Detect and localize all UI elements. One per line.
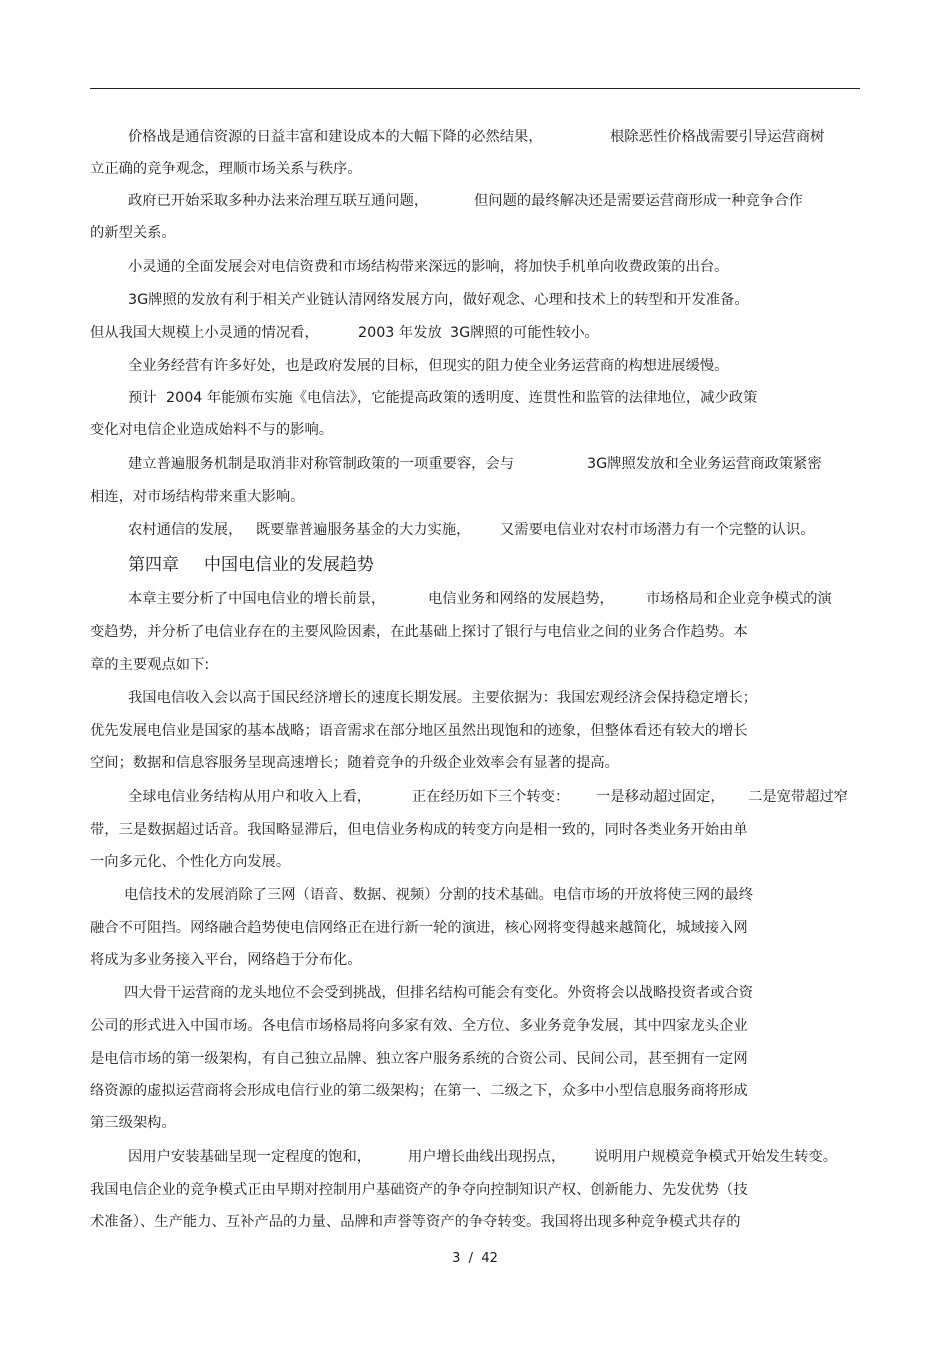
paragraph-line-text: 2003 年发放	[358, 325, 442, 341]
paragraph-line-text: 预计	[128, 390, 157, 406]
paragraph-line-text: 络资源的虚拟运营商将会形成电信行业的第二级架构；在第一、二级之下，众多中小型信息服务商将形成	[90, 1083, 748, 1099]
paragraph-line-text: 政府已开始采取多种办法来治理互联互通问题，	[128, 193, 429, 209]
paragraph-line-text: 根除恶性价格战需要引导运营商树	[610, 129, 825, 145]
page-separator: /	[468, 1251, 474, 1266]
paragraph-line-text: 带，三是数据超过话音。我国略显滞后，但电信业务构成的转变方向是相一致的，同时各类业务开始由单	[90, 822, 748, 838]
paragraph-line-text: 公司的形式进入中国市场。各电信市场格局将向多家有效、全方位、多业务竞争发展，其中四家龙头企业	[90, 1018, 748, 1034]
paragraph-line-text: 用户增长曲线出现拐点，	[408, 1149, 566, 1165]
paragraph-line-text: 优先发展电信业是国家的基本战略；语音需求在部分地区虽然出现饱和的迹象，但整体看还有较大的增长	[90, 723, 748, 739]
paragraph-line-text: 术准备）、生产能力、互补产品的力量、品牌和声誉等资产的争夺转变。我国将出现多种竞争模式共存的	[90, 1214, 741, 1230]
paragraph-line-text: 又需要电信业对农村市场潜力有一个完整的认识。	[500, 522, 815, 538]
paragraph-line-text: 但问题的最终解决还是需要运营商形成一种竞争合作	[474, 193, 803, 209]
paragraph-line-text: 小灵通的全面发展会对电信资费和市场结构带来深远的影响，将加快手机单向收费政策的出台。	[128, 259, 729, 275]
paragraph-line-text: 市场格局和企业竞争模式的演	[646, 591, 832, 607]
paragraph-line-text: 3G牌照的发放有利于相关产业链认清网络发展方向，做好观念、心理和技术上的转型和开发准备。	[128, 292, 749, 308]
paragraph-line-text: 变趋势，并分析了电信业存在的主要风险因素，在此基础上探讨了银行与电信业之间的业务合作趋势。本	[90, 624, 748, 640]
paragraph-line-text: 但从我国大规模上小灵通的情况看，	[90, 325, 319, 341]
paragraph-line-text: 电信技术的发展消除了三网（语音、数据、视频）分割的技术基础。电信市场的开放将使三网的最终	[124, 887, 754, 903]
paragraph-line-text: 第三级架构。	[90, 1115, 176, 1131]
paragraph-line-text: 2004 年能颁布实施《电信法》，它能提高政策的透明度、连贯性和监管的法律地位，减少政策	[166, 390, 758, 406]
paragraph-line-text: 我国电信收入会以高于国民经济增长的速度长期发展。主要依据为：我国宏观经济会保持稳定增长；	[128, 690, 758, 706]
paragraph-line-text: 农村通信的发展，	[128, 522, 243, 538]
paragraph-line-text: 全球电信业务结构从用户和收入上看，	[128, 789, 372, 805]
paragraph-line-text: 是电信市场的第一级架构，有自己独立品牌、独立客户服务系统的合资公司、民间公司，甚至拥有一定网	[90, 1051, 748, 1067]
page-current: 3	[452, 1251, 461, 1266]
page-number	[0, 1251, 950, 1266]
paragraph-line-text: 我国电信企业的竞争模式正由早期对控制用户基础资产的争夺向控制知识产权、创新能力、先发优势（技	[90, 1182, 748, 1198]
paragraph-line-text: 既要靠普遍服务基金的大力实施，	[256, 522, 471, 538]
paragraph-line-text: 立正确的竞争观念，理顺市场关系与秩序。	[90, 161, 362, 177]
paragraph-line-text: 因用户安装基础呈现一定程度的饱和，	[128, 1149, 372, 1165]
paragraph-line-text: 本章主要分析了中国电信业的增长前景，	[128, 591, 386, 607]
paragraph-line-text: 正在经历如下三个转变：	[412, 789, 570, 805]
paragraph-line-text: 3G牌照发放和全业务运营商政策紧密	[587, 456, 822, 472]
paragraph-line-text: 全业务经营有许多好处，也是政府发展的目标，但现实的阻力使全业务运营商的构想进展缓慢。	[128, 358, 729, 374]
paragraph-line-text: 3G牌照的可能性较小。	[450, 325, 599, 341]
paragraph-line-text: 章的主要观点如下:	[90, 657, 210, 673]
paragraph-line-text: 融合不可阻挡。网络融合趋势使电信网络正在进行新一轮的演进，核心网将变得越来越简化，城域接入网	[90, 920, 748, 936]
page-total: 42	[481, 1251, 498, 1266]
header-rule	[90, 88, 860, 89]
paragraph-line-text: 将成为多业务接入平台，网络趋于分布化。	[90, 952, 362, 968]
paragraph-line-text: 二是宽带超过窄	[748, 789, 849, 805]
chapter-heading-text: 第四章	[128, 555, 179, 575]
paragraph-line-text: 价格战是通信资源的日益丰富和建设成本的大幅下降的必然结果，	[128, 129, 543, 145]
paragraph-line-text: 建立普遍服务机制是取消非对称管制政策的一项重要容，会与	[128, 456, 515, 472]
chapter-heading-text: 中国电信业的发展趋势	[204, 555, 374, 575]
paragraph-line-text: 的新型关系。	[90, 225, 176, 241]
paragraph-line-text: 四大骨干运营商的龙头地位不会受到挑战，但排名结构可能会有变化。外资将会以战略投资者或合资	[124, 985, 754, 1001]
paragraph-line-text: 一向多元化、个性化方向发展。	[90, 854, 291, 870]
paragraph-line-text: 说明用户规模竞争模式开始发生转变。	[594, 1149, 838, 1165]
paragraph-line-text: 电信业务和网络的发展趋势，	[428, 591, 614, 607]
paragraph-line-text: 相连，对市场结构带来重大影响。	[90, 489, 305, 505]
paragraph-line-text: 空间；数据和信息容服务呈现高速增长；随着竞争的升级企业效率会有显著的提高。	[90, 755, 619, 771]
paragraph-line-text: 变化对电信企业造成始料不与的影响。	[90, 422, 334, 438]
paragraph-line-text: 一是移动超过固定，	[596, 789, 725, 805]
